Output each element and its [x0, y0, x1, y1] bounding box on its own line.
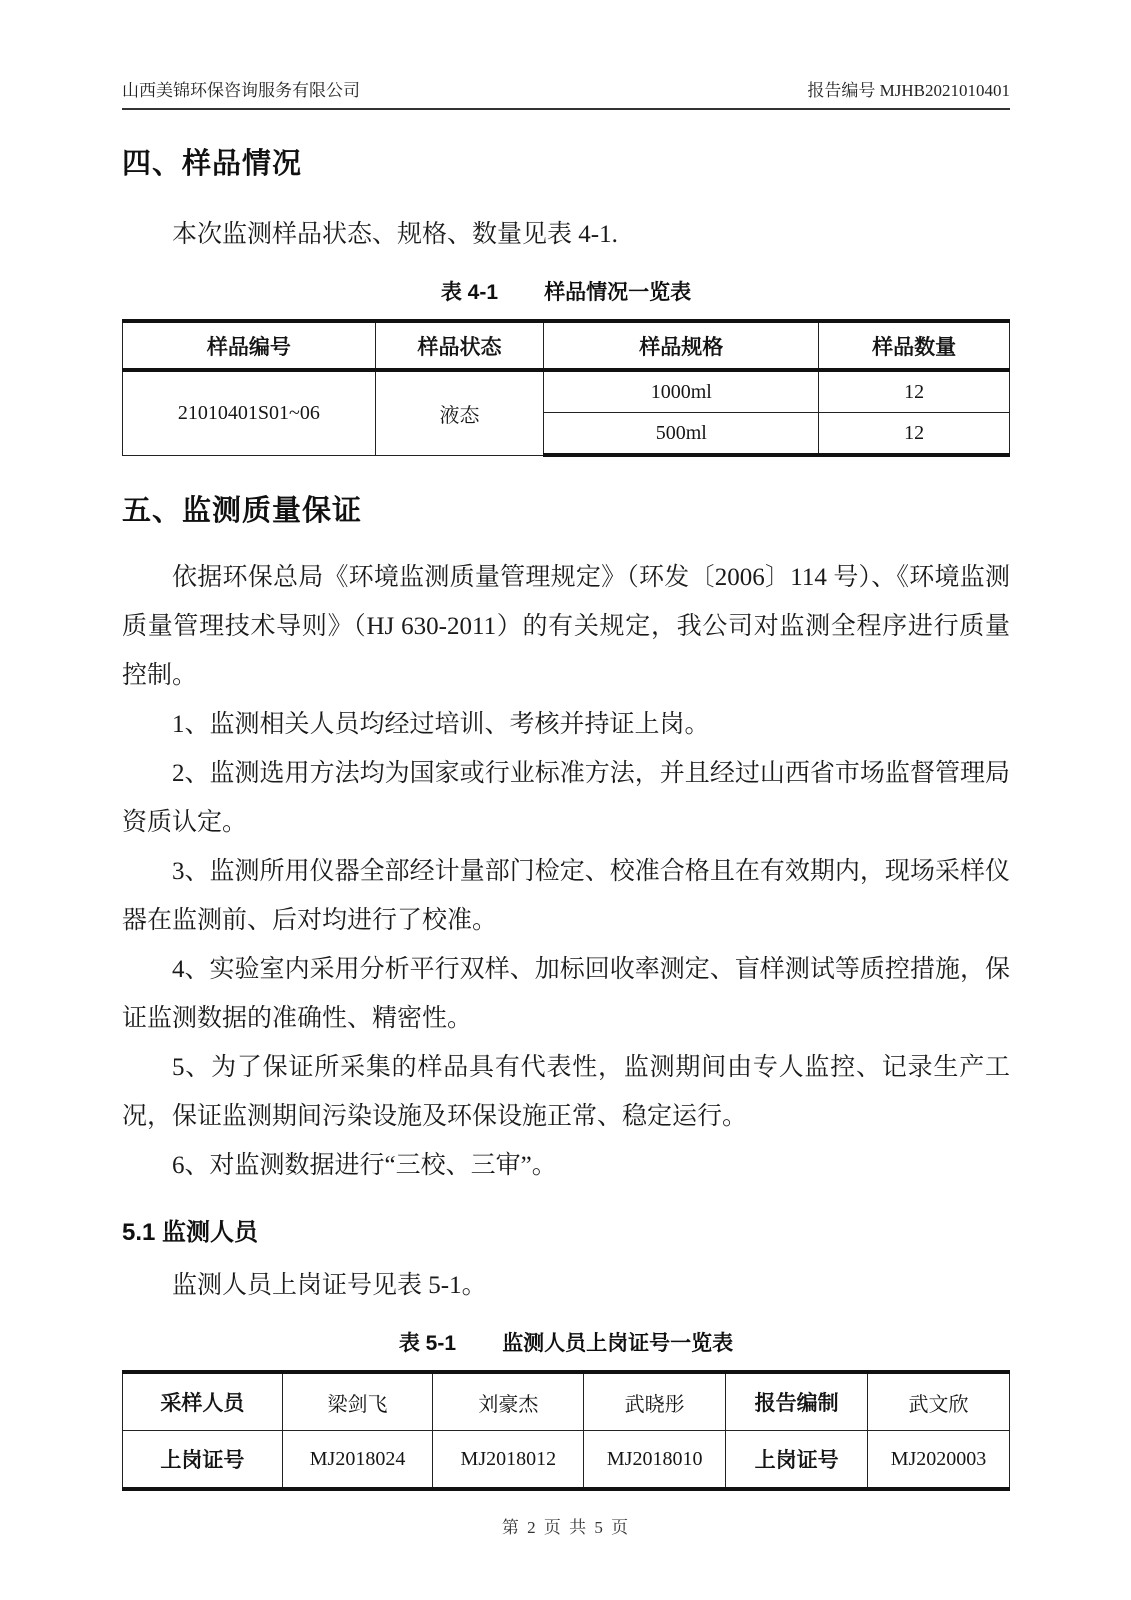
section4-intro: 本次监测样品状态、规格、数量见表 4-1. — [172, 221, 618, 248]
cell-report-compiler-label: 报告编制 — [726, 1372, 868, 1431]
cell-cert-label-1: 上岗证号 — [123, 1431, 283, 1490]
table-row — [123, 1372, 1010, 1431]
cell-sample-state: 液态 — [375, 370, 544, 455]
table41-caption — [122, 276, 1010, 306]
cell-spec-1: 1000ml — [544, 370, 819, 413]
cell-spec-2: 500ml — [544, 413, 819, 456]
section4-title: 四、样品情况 — [122, 148, 303, 180]
table-row — [123, 321, 1010, 370]
section5-paragraph-7: 6、对监测数据进行“三校、三审”。 — [172, 1152, 557, 1179]
section5-paragraph-1: 依据环保总局《环境监测质量管理规定》（环发〔2006〕114 号）、《环境监测质量管理技术导则》（HJ 630-2011）的有关规定，我公司对监测全程序进行质量控制。 — [122, 564, 1010, 689]
table-row — [123, 370, 1010, 413]
header-report-number: 报告编号 MJHB2021010401 — [807, 81, 1010, 100]
section5-paragraph-3: 2、监测选用方法均为国家或行业标准方法，并且经过山西省市场监督管理局资质认定。 — [122, 760, 1010, 836]
header-rule — [122, 108, 1010, 110]
page-number: 第 2 页 共 5 页 — [501, 1518, 631, 1537]
cell-cert-4: MJ2020003 — [868, 1431, 1010, 1490]
cell-report-compiler: 武文欣 — [868, 1372, 1010, 1431]
col-header-sample-spec: 样品规格 — [544, 321, 819, 370]
cell-sampler-label: 采样人员 — [123, 1372, 283, 1431]
col-header-sample-state: 样品状态 — [375, 321, 544, 370]
section5-paragraph-2: 1、监测相关人员均经过培训、考核并持证上岗。 — [172, 711, 710, 738]
section5-paragraph-6: 5、为了保证所采集的样品具有代表性，监测期间由专人监控、记录生产工况，保证监测期间污染设施及环保设施正常、稳定运行。 — [122, 1054, 1010, 1130]
header-company: 山西美锦环保咨询服务有限公司 — [122, 81, 360, 100]
cell-sampler-3: 武晓彤 — [584, 1372, 726, 1431]
section5-title: 五、监测质量保证 — [122, 495, 363, 527]
cell-sampler-1: 梁剑飞 — [282, 1372, 433, 1431]
col-header-sample-qty: 样品数量 — [819, 321, 1010, 370]
page-header — [122, 76, 1010, 101]
table41-caption-label: 表 4-1 — [440, 281, 498, 304]
table51-caption — [122, 1327, 1010, 1357]
section5-paragraph-5: 4、实验室内采用分析平行双样、加标回收率测定、盲样测试等质控措施，保证监测数据的准确性、精密性。 — [122, 956, 1010, 1032]
cell-sample-id: 21010401S01~06 — [123, 370, 376, 455]
table51-caption-title: 监测人员上岗证号一览表 — [502, 1332, 734, 1355]
table41-caption-title: 样品情况一览表 — [544, 281, 692, 304]
cell-sampler-2: 刘豪杰 — [433, 1372, 584, 1431]
cell-qty-2: 12 — [819, 413, 1010, 456]
cell-cert-label-2: 上岗证号 — [726, 1431, 868, 1490]
cell-cert-1: MJ2018024 — [282, 1431, 433, 1490]
cell-cert-2: MJ2018012 — [433, 1431, 584, 1490]
sample-info-table — [122, 319, 1010, 457]
cell-cert-3: MJ2018010 — [584, 1431, 726, 1490]
cell-qty-1: 12 — [819, 370, 1010, 413]
table-row — [123, 1431, 1010, 1490]
col-header-sample-id: 样品编号 — [123, 321, 376, 370]
section5-1-intro: 监测人员上岗证号见表 5-1。 — [172, 1272, 487, 1299]
section5-1-title: 5.1 监测人员 — [122, 1219, 259, 1246]
table51-caption-label: 表 5-1 — [398, 1332, 456, 1355]
personnel-table — [122, 1370, 1010, 1491]
section5-paragraph-4: 3、监测所用仪器全部经计量部门检定、校准合格且在有效期内，现场采样仪器在监测前、后对均进行了校准。 — [122, 858, 1010, 934]
